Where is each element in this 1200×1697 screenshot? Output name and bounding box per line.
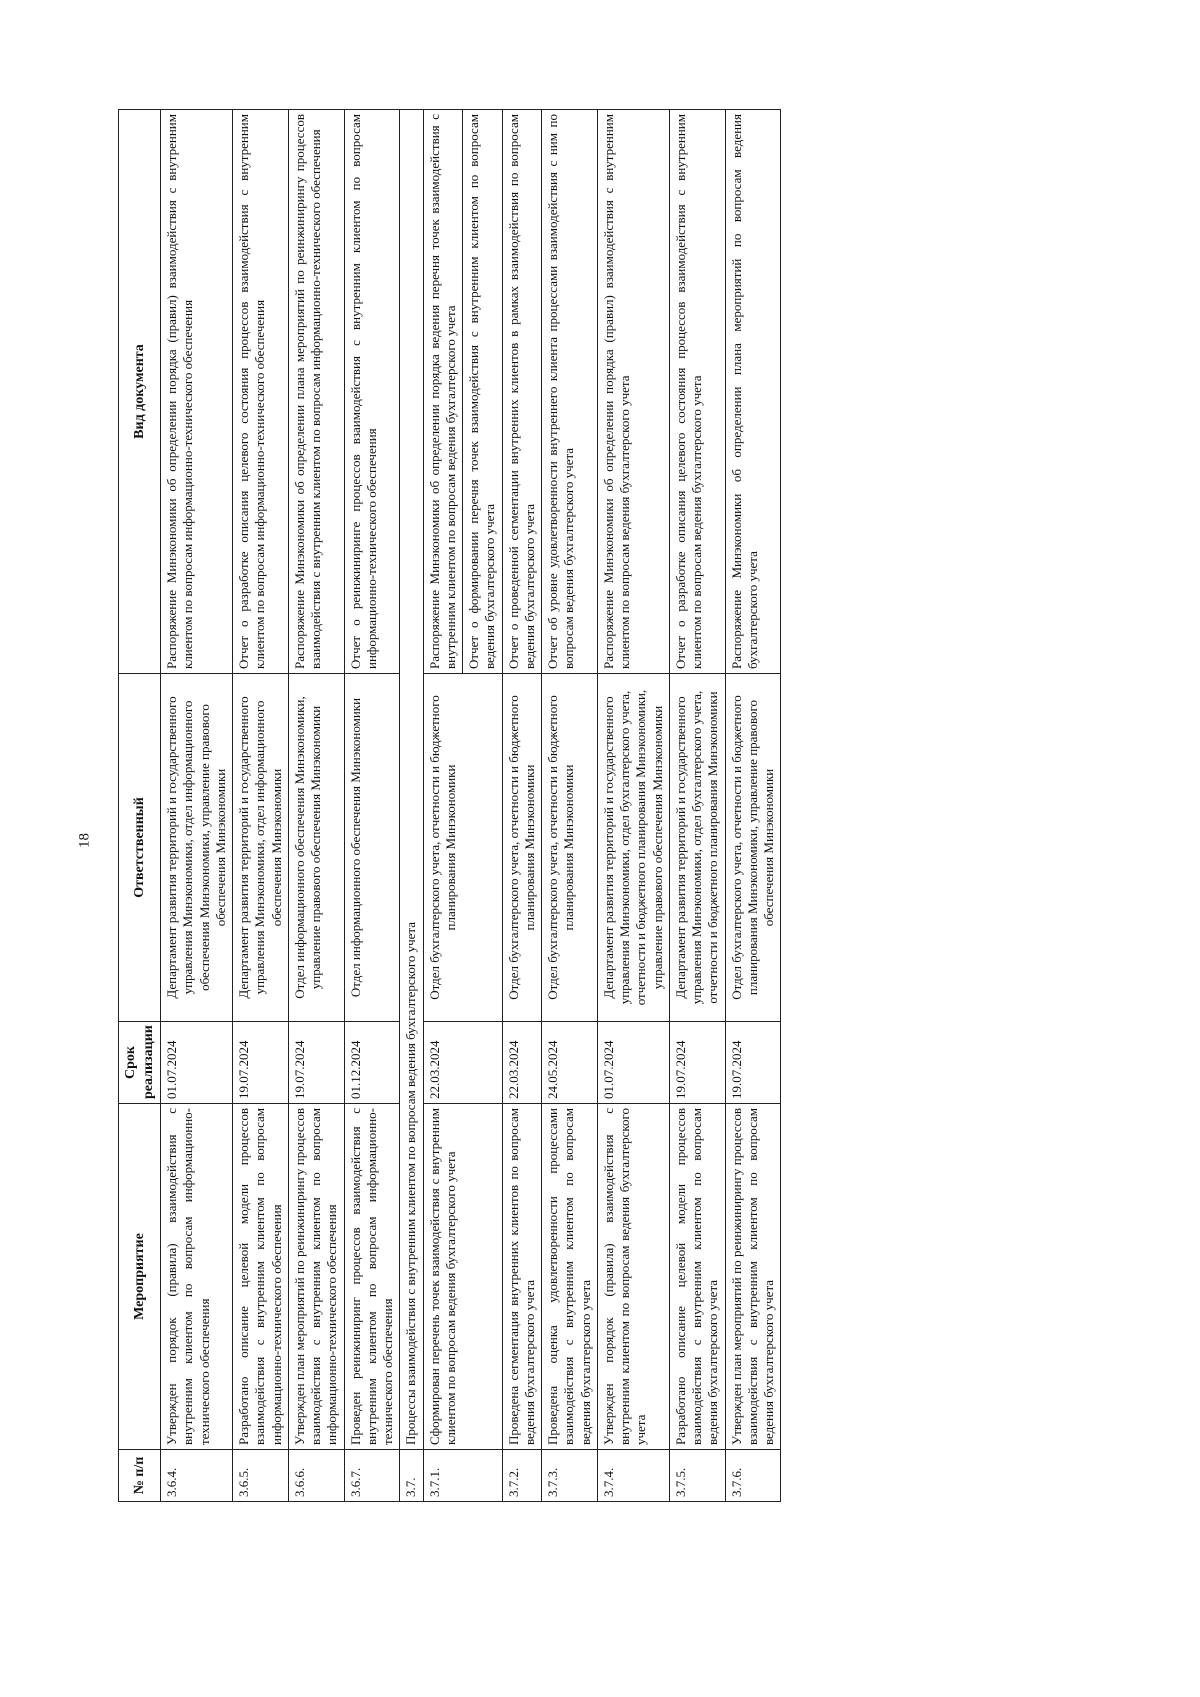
row-document-type (542, 110, 598, 674)
header-responsible: Ответственный (119, 674, 161, 1022)
row-event: Разработано описание целевой модели процессов взаимодействия с внутренним клиентом по вопросам информационно-технического обеспечения (233, 1104, 289, 1450)
document-type-text: Отчет о разработке описания целевого состояния процессов взаимодействия с внутренним клиентом по вопросам ведения бухгалтерского учета (672, 114, 704, 669)
row-num: 3.7.6. (725, 1450, 781, 1502)
row-responsible: Отдел бухгалтерского учета, отчетности и бюджетного планирования Минэкономики (423, 674, 502, 1022)
row-event: Утвержден порядок (правила) взаимодействия с внутренним клиентом по вопросам ведения бухгалтерского учета (597, 1104, 669, 1450)
row-num: 3.7.3. (542, 1450, 598, 1502)
table-row (161, 110, 233, 1502)
row-term: 01.12.2024 (344, 1022, 400, 1104)
row-term: 22.03.2024 (502, 1022, 542, 1104)
table-row (502, 110, 542, 1502)
document-type-text: Распоряжение Минэкономики об определении порядка ведения перечня точек взаимодействия с внутренним клиентом по вопросам ведения бухгалтерского учета (426, 114, 458, 669)
table-row (542, 110, 598, 1502)
document-type-text: Распоряжение Минэкономики об определении порядка (правил) взаимодействия с внутренним клиентом по вопросам информационно-технического обеспечения (164, 114, 196, 669)
row-term: 01.07.2024 (597, 1022, 669, 1104)
document-type-text: Отчет о проведенной сегментации внутренних клиентов в рамках взаимодействия по вопросам ведения бухгалтерского учета (505, 114, 537, 669)
row-document-type (669, 110, 725, 674)
table-row (233, 110, 289, 1502)
row-term: 19.07.2024 (725, 1022, 781, 1104)
row-responsible: Отдел бухгалтерского учета, отчетности и бюджетного планирования Минэкономики (502, 674, 542, 1022)
document-type-text: Отчет о разработке описания целевого состояния процессов взаимодействия с внутренним клиентом по вопросам информационно-технического обеспечения (236, 114, 268, 669)
document-type-text: Отчет о реинжиниринге процессов взаимодействия с внутренним клиентом по вопросам информационно-технического обеспечения (347, 114, 379, 669)
header-event: Мероприятие (119, 1104, 161, 1450)
row-event: Проведена оценка удовлетворенности процессами взаимодействия с внутренним клиентом по вопросам ведения бухгалтерского учета (542, 1104, 598, 1450)
row-document-type (344, 110, 400, 674)
document-type-text: Отчет о формировании перечня точек взаимодействия с внутренним клиентом по вопросам ведения бухгалтерского учета (462, 110, 499, 673)
row-term: 01.07.2024 (161, 1022, 233, 1104)
row-document-type (288, 110, 344, 674)
document-type-text: Отчет об уровне удовлетворенности внутреннего клиента процессами взаимодействия с ним по вопросам ведения бухгалтерского учета (545, 114, 577, 669)
row-num: 3.7.4. (597, 1450, 669, 1502)
row-num: 3.6.5. (233, 1450, 289, 1502)
table-header-row (119, 110, 161, 1502)
row-document-type (725, 110, 781, 674)
header-document-type: Вид документа (119, 110, 161, 674)
row-document-type (597, 110, 669, 674)
row-event: Сформирован перечень точек взаимодействия с внутренним клиентом по вопросам ведения бухгалтерского учета (423, 1104, 502, 1450)
table-body-section-3-7 (423, 110, 781, 1502)
row-term: 22.03.2024 (423, 1022, 502, 1104)
document-type-text: Распоряжение Минэкономики об определении плана мероприятий по реинжинирингу процессов взаимодействия с внутренним клиентом по вопросам информационно-технического обеспечения (291, 114, 323, 669)
row-num: 3.6.7. (344, 1450, 400, 1502)
row-responsible: Департамент развития территорий и государственного управления Минэкономики, отдел информационного обеспечения Минэкономики, управление правового обеспечения Минэкономики (161, 674, 233, 1022)
row-event: Утвержден порядок (правила) взаимодействия с внутренним клиентом по вопросам информационно-технического обеспечения (161, 1104, 233, 1450)
document-type-text: Распоряжение Минэкономики об определении порядка (правил) взаимодействия с внутренним клиентом по вопросам ведения бухгалтерского учета (600, 114, 632, 669)
row-event: Утвержден план мероприятий по реинжинирингу процессов взаимодействия с внутренним клиентом по вопросам информационно-технического обеспечения (288, 1104, 344, 1450)
row-num: 3.6.4. (161, 1450, 233, 1502)
table-row (344, 110, 400, 1502)
table-row (423, 110, 502, 1502)
table-row (288, 110, 344, 1502)
table-body-section-3-7-heading (400, 110, 423, 1502)
row-term: 19.07.2024 (669, 1022, 725, 1104)
row-event: Разработано описание целевой модели процессов взаимодействия с внутренним клиентом по вопросам ведения бухгалтерского учета (669, 1104, 725, 1450)
row-responsible: Отдел бухгалтерского учета, отчетности и бюджетного планирования Минэкономики, управление правового обеспечения Минэкономики (725, 674, 781, 1022)
section-title: Процессы взаимодействия с внутренним клиентом по вопросам ведения бухгалтерского учета (400, 110, 423, 1450)
row-term: 19.07.2024 (233, 1022, 289, 1104)
table-body-section-3-6 (161, 110, 400, 1502)
row-responsible: Отдел информационного обеспечения Минэкономики, управление правового обеспечения Минэкономики (288, 674, 344, 1022)
row-responsible: Департамент развития территорий и государственного управления Минэкономики, отдел информационного обеспечения Минэкономики (233, 674, 289, 1022)
row-document-type (502, 110, 542, 674)
row-num: 3.7.5. (669, 1450, 725, 1502)
row-responsible: Отдел информационного обеспечения Минэкономики (344, 674, 400, 1022)
row-term: 24.05.2024 (542, 1022, 598, 1104)
row-num: 3.7.2. (502, 1450, 542, 1502)
section-num: 3.7. (400, 1450, 423, 1502)
header-num: № п/п (119, 1450, 161, 1502)
row-responsible: Департамент развития территорий и государственного управления Минэкономики, отдел бухгалтерского учета, отчетности и бюджетного планирования Минэкономики, управление правового обеспечения Минэкономики (597, 674, 669, 1022)
table-row (725, 110, 781, 1502)
row-event: Проведена сегментация внутренних клиентов по вопросам ведения бухгалтерского учета (502, 1104, 542, 1450)
row-num: 3.6.6. (288, 1450, 344, 1502)
header-term: Срок реализации (119, 1022, 161, 1104)
row-document-type (233, 110, 289, 674)
row-responsible: Отдел бухгалтерского учета, отчетности и бюджетного планирования Минэкономики (542, 674, 598, 1022)
section-row (400, 110, 423, 1502)
row-num: 3.7.1. (423, 1450, 502, 1502)
document-type-text: Распоряжение Минэкономики об определении плана мероприятий по вопросам ведения бухгалтерского учета (728, 114, 760, 669)
row-event: Утвержден план мероприятий по реинжинирингу процессов взаимодействия с внутренним клиентом по вопросам ведения бухгалтерского учета (725, 1104, 781, 1450)
row-document-type (423, 110, 502, 674)
row-responsible: Департамент развития территорий и государственного управления Минэкономики, отдел бухгалтерского учета, отчетности и бюджетного планирования Минэкономики (669, 674, 725, 1022)
row-event: Проведен реинжиниринг процессов взаимодействия с внутренним клиентом по вопросам информационно-технического обеспечения (344, 1104, 400, 1450)
row-document-type (161, 110, 233, 674)
page-number: 18 (76, 833, 93, 848)
measures-table (118, 109, 781, 1502)
table-row (597, 110, 669, 1502)
row-term: 19.07.2024 (288, 1022, 344, 1104)
table-row (669, 110, 725, 1502)
